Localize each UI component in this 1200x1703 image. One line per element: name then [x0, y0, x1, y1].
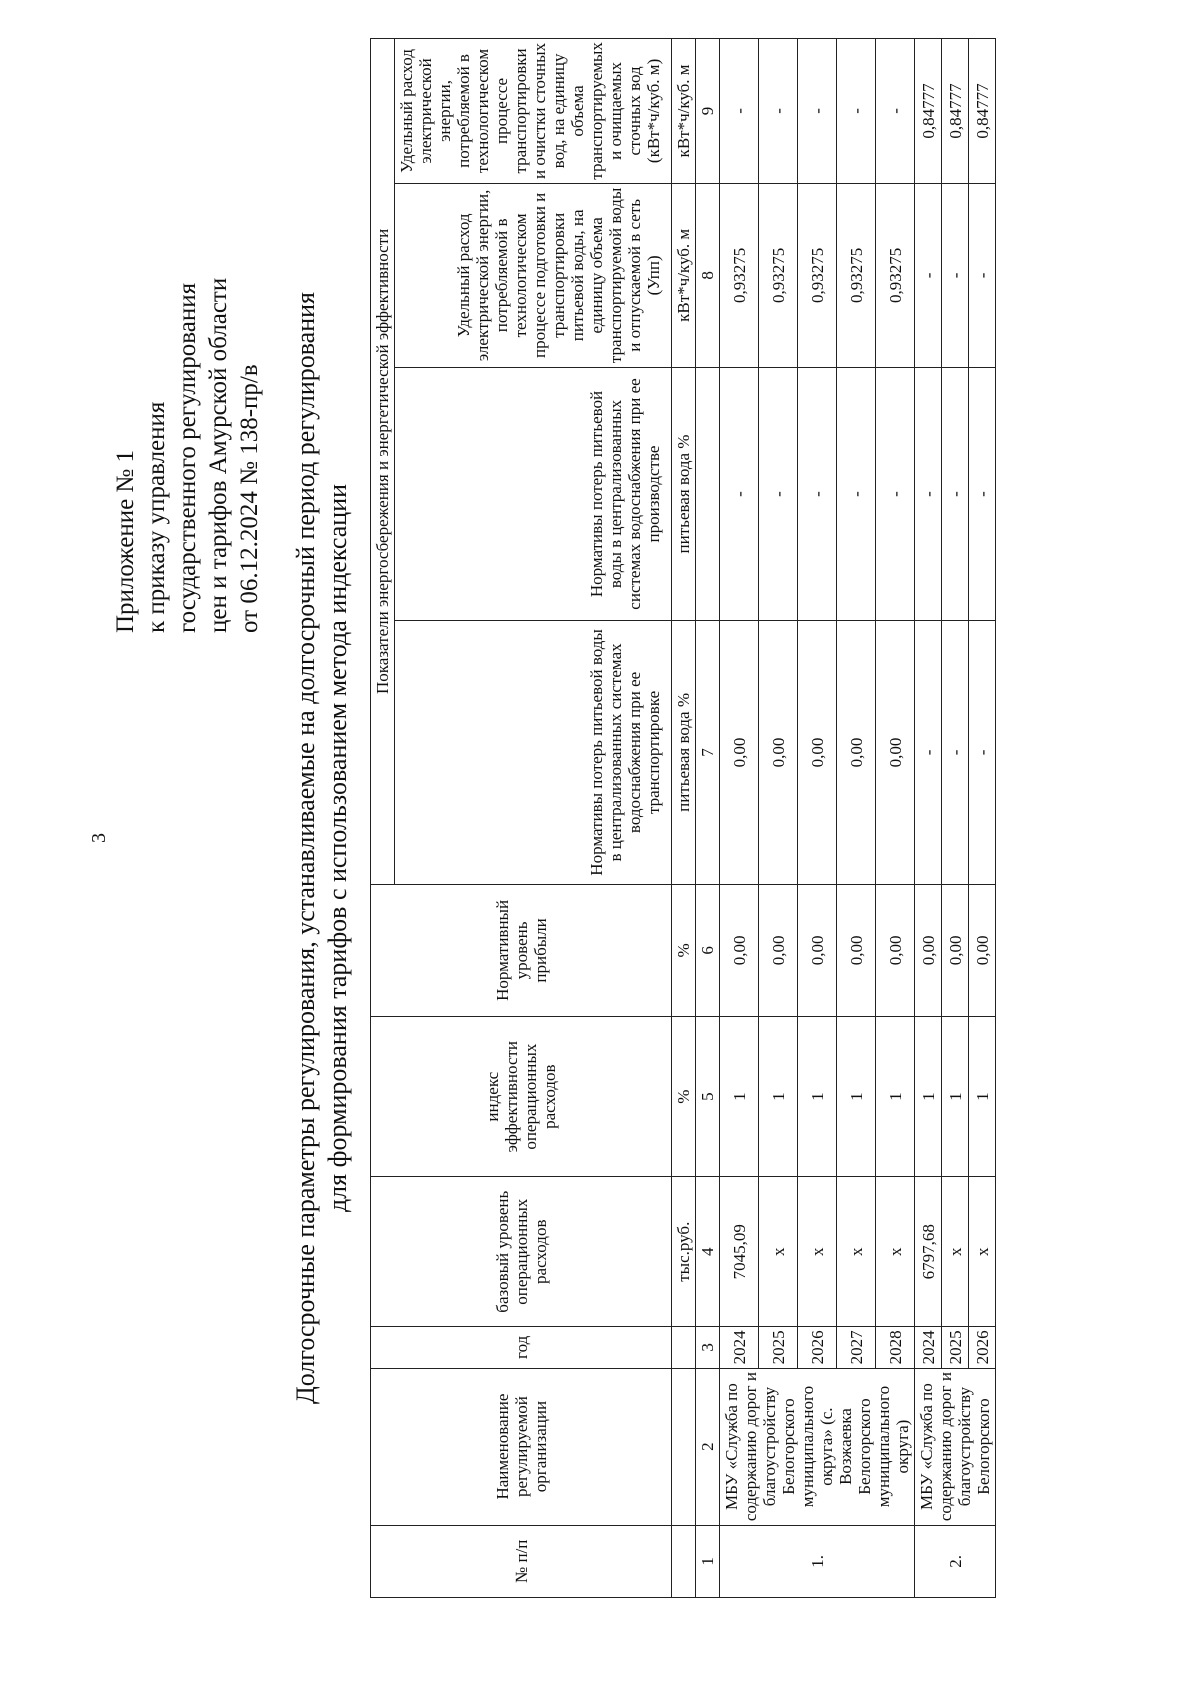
header-loss-production: Нормативы потерь питьевой воды в централизованных системах водоснабжения при ее производстве	[395, 367, 672, 620]
cell-idx: 1	[942, 1017, 969, 1177]
cell-idx: 1	[837, 1017, 876, 1177]
cell-profit: 0,00	[969, 884, 996, 1016]
appendix-line: цен и тарифов Амурской области	[205, 277, 232, 633]
header-org: Наименование регулируемой организации	[371, 1368, 672, 1525]
cell-loss-transport: -	[942, 621, 969, 885]
cell-loss-transport: 0,00	[837, 621, 876, 885]
cell-loss-production: -	[876, 367, 915, 620]
cell-base: х	[942, 1177, 969, 1327]
cell-energy-waste: 0,84777	[915, 39, 942, 184]
cell-idx: 1	[915, 1017, 942, 1177]
appendix-line: от 06.12.2024 № 138-пр/в	[236, 364, 263, 633]
cell-base: х	[969, 1177, 996, 1327]
header-row-1	[371, 39, 395, 1598]
table-body	[371, 39, 996, 1598]
document-title	[290, 148, 354, 1548]
cell-profit: 0,00	[720, 884, 759, 1016]
cell-energy-waste: -	[720, 39, 759, 184]
col-number: 6	[696, 884, 720, 1016]
header-year: год	[371, 1327, 672, 1368]
col-number: 9	[696, 39, 720, 184]
col-number: 2	[696, 1368, 720, 1525]
units-row	[672, 39, 696, 1598]
table-row	[837, 39, 876, 1598]
cell-year: 2028	[876, 1327, 915, 1368]
cell-year: 2026	[798, 1327, 837, 1368]
header-no: № п/п	[371, 1525, 672, 1597]
table-row	[915, 39, 942, 1598]
header-energy-group: Показатели энергосбережения и энергетической эффективности	[371, 39, 395, 885]
cell-loss-transport: 0,00	[876, 621, 915, 885]
cell-energy-waste: 0,84777	[969, 39, 996, 184]
appendix-line: к приказу управления	[143, 401, 170, 633]
cell-energy-waste: -	[798, 39, 837, 184]
title-line-1: Долгосрочные параметры регулирования, устанавливаемые на долгосрочный период регулирования	[291, 291, 320, 1405]
cell-loss-transport: 0,00	[759, 621, 798, 885]
col-number: 8	[696, 183, 720, 367]
cell-base: 6797,68	[915, 1177, 942, 1327]
cell-profit: 0,00	[759, 884, 798, 1016]
col-number: 1	[696, 1525, 720, 1597]
unit-index: %	[672, 1017, 696, 1177]
cell-idx: 1	[720, 1017, 759, 1177]
table-row	[942, 39, 969, 1598]
cell-energy-waste: -	[837, 39, 876, 184]
cell-base: х	[798, 1177, 837, 1327]
unit-loss-transport: питьевая вода %	[672, 621, 696, 885]
row-number: 2.	[915, 1525, 996, 1597]
cell-energy-water: 0,93275	[876, 183, 915, 367]
unit-base: тыс.руб.	[672, 1177, 696, 1327]
cell-profit: 0,00	[876, 884, 915, 1016]
cell-loss-transport: 0,00	[720, 621, 759, 885]
cell-profit: 0,00	[915, 884, 942, 1016]
cell-energy-water: -	[915, 183, 942, 367]
appendix-line: Приложение № 1	[112, 449, 139, 633]
table-row	[720, 39, 759, 1598]
cell-loss-production: -	[942, 367, 969, 620]
header-energy-water: Удельный расход электрической энергии, потребляемой в технологическом процессе подготовки и транспортировки питьевой воды, на единицу объема транспортируемой воды и отпускаемой в сеть (Упп)	[395, 183, 672, 367]
cell-year: 2024	[915, 1327, 942, 1368]
cell-energy-water: 0,93275	[837, 183, 876, 367]
page-number: 3	[88, 833, 110, 843]
cell-base: 7045,09	[720, 1177, 759, 1327]
appendix-block	[110, 278, 265, 633]
col-number: 3	[696, 1327, 720, 1368]
cell-year: 2026	[969, 1327, 996, 1368]
cell-loss-production: -	[969, 367, 996, 620]
unit-energy-water: кВт*ч/куб. м	[672, 183, 696, 367]
cell-year: 2024	[720, 1327, 759, 1368]
column-numbers-row	[696, 39, 720, 1598]
cell-energy-water: -	[969, 183, 996, 367]
header-index: индекс эффективности операционных расходов	[371, 1017, 672, 1177]
title-line-2: для формирования тарифов с использованием метода индексации	[323, 483, 352, 1213]
table-row	[969, 39, 996, 1598]
cell-year: 2027	[837, 1327, 876, 1368]
col-number: 4	[696, 1177, 720, 1327]
cell-loss-transport: -	[969, 621, 996, 885]
cell-energy-water: 0,93275	[720, 183, 759, 367]
cell-base: х	[759, 1177, 798, 1327]
header-base: базовый уровень операционных расходов	[371, 1177, 672, 1327]
cell-base: х	[876, 1177, 915, 1327]
cell-loss-production: -	[720, 367, 759, 620]
row-number: 1.	[720, 1525, 915, 1597]
header-profit: Нормативный уровень прибыли	[371, 884, 672, 1016]
col-number: 7	[696, 621, 720, 885]
cell-energy-water: 0,93275	[759, 183, 798, 367]
table-row	[876, 39, 915, 1598]
cell-loss-transport: 0,00	[798, 621, 837, 885]
unit-loss-production: питьевая вода %	[672, 367, 696, 620]
cell-idx: 1	[759, 1017, 798, 1177]
cell-energy-water: 0,93275	[798, 183, 837, 367]
header-energy-waste: Удельный расход электрической энергии, потребляемой в технологическом процессе транспортировки и очистки сточных вод, на единицу объема транспортируемых и очищаемых сточных вод (кВт*ч/куб. м)	[395, 39, 672, 184]
cell-loss-production: -	[798, 367, 837, 620]
cell-loss-transport: -	[915, 621, 942, 885]
cell-loss-production: -	[759, 367, 798, 620]
organization-name: МБУ «Служба по содержанию дорог и благоустройству Белогорского	[915, 1368, 996, 1525]
cell-idx: 1	[876, 1017, 915, 1177]
col-number	[696, 367, 720, 620]
cell-energy-water: -	[942, 183, 969, 367]
appendix-line: государственного регулирования	[174, 282, 201, 633]
cell-idx: 1	[969, 1017, 996, 1177]
cell-year: 2025	[942, 1327, 969, 1368]
cell-profit: 0,00	[942, 884, 969, 1016]
cell-profit: 0,00	[798, 884, 837, 1016]
cell-loss-production: -	[837, 367, 876, 620]
unit-profit: %	[672, 884, 696, 1016]
cell-profit: 0,00	[837, 884, 876, 1016]
cell-loss-production: -	[915, 367, 942, 620]
cell-energy-waste: -	[876, 39, 915, 184]
organization-name: МБУ «Служба по содержанию дорог и благоустройству Белогорского муниципального округа» (с. Возжаевка Белогорского муниципального округа)	[720, 1368, 915, 1525]
cell-energy-waste: 0,84777	[942, 39, 969, 184]
unit-energy-waste: кВт*ч/куб. м	[672, 39, 696, 184]
table-row	[759, 39, 798, 1598]
header-loss-transport: Нормативы потерь питьевой воды в централизованных системах водоснабжения при ее транспортировке	[395, 621, 672, 885]
cell-energy-waste: -	[759, 39, 798, 184]
cell-base: х	[837, 1177, 876, 1327]
cell-idx: 1	[798, 1017, 837, 1177]
parameters-table	[370, 38, 996, 1598]
cell-year: 2025	[759, 1327, 798, 1368]
col-number: 5	[696, 1017, 720, 1177]
table-row	[798, 39, 837, 1598]
